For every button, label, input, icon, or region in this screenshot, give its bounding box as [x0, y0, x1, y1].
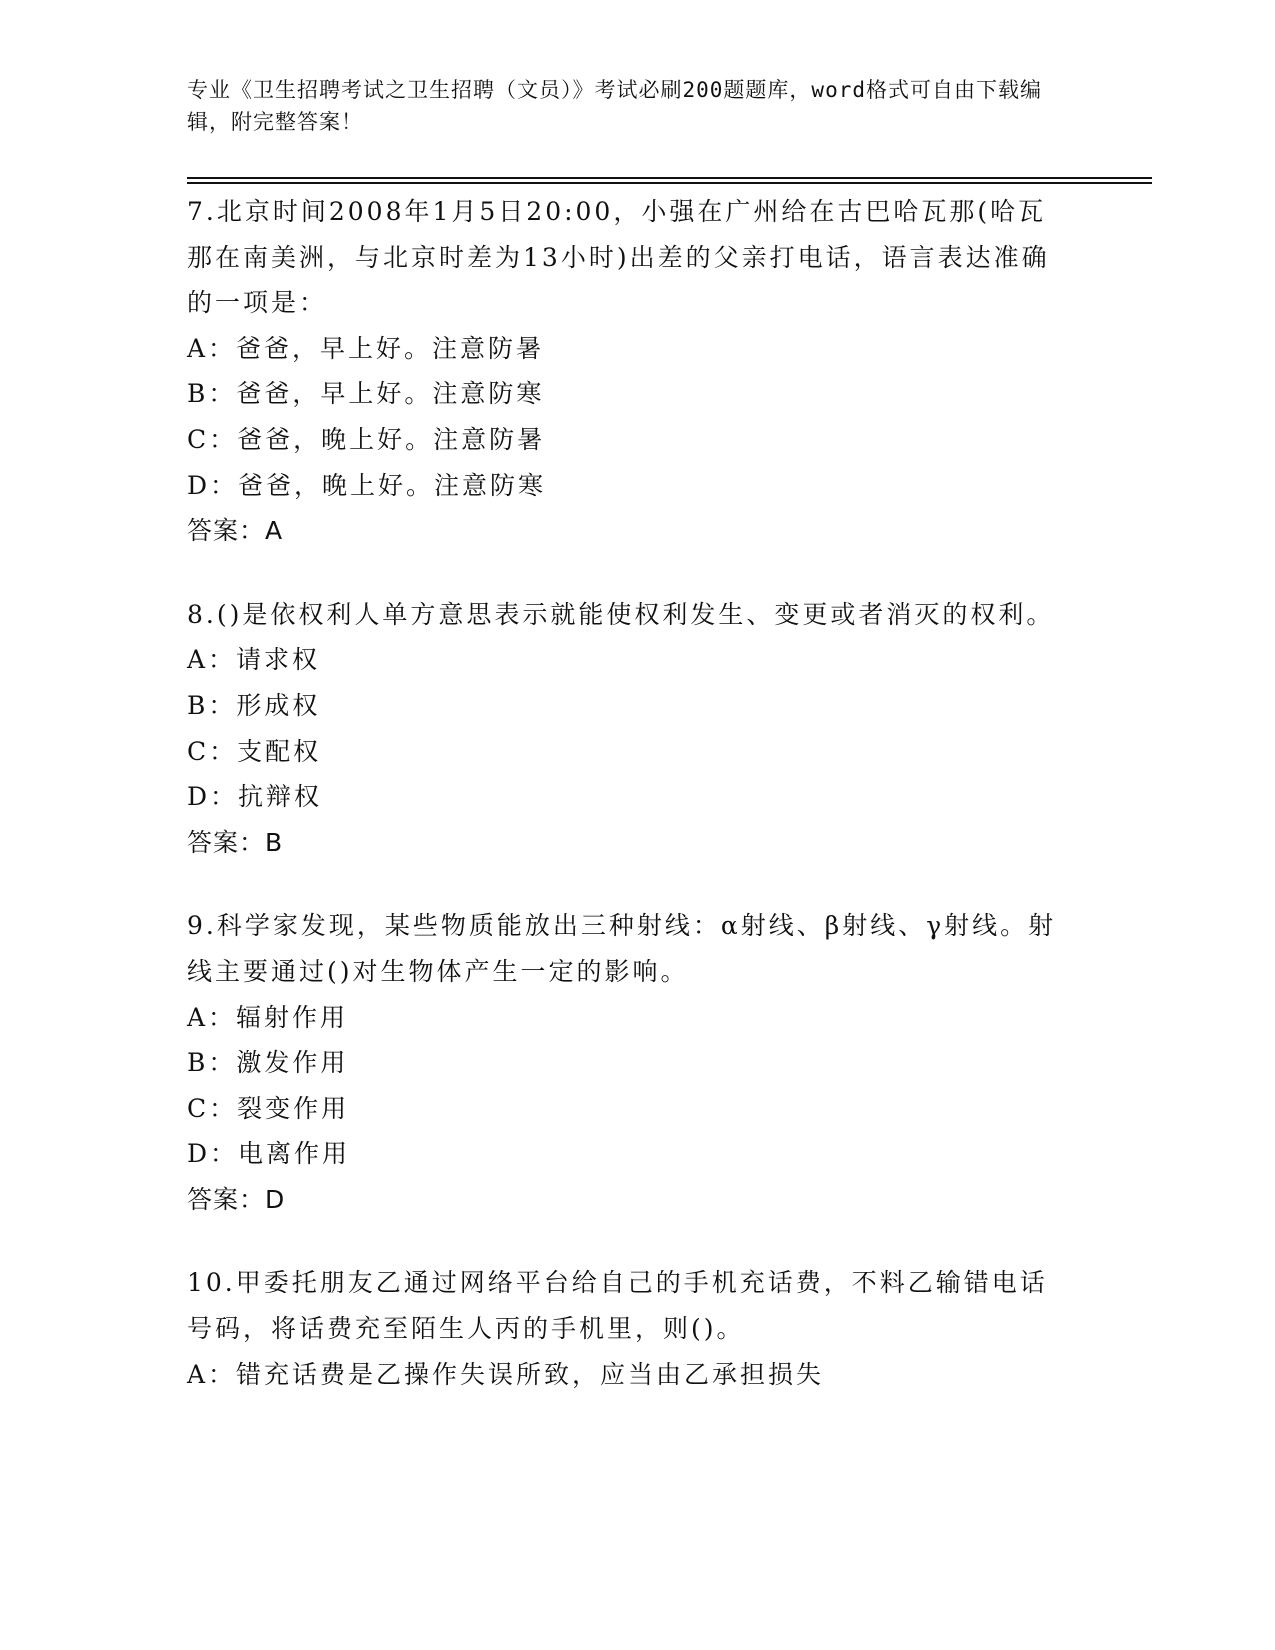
question-stem: 8.()是依权利人单方意思表示就能使权利发生、变更或者消灭的权利。	[187, 599, 1055, 629]
option-b: B：激发作用	[187, 1048, 349, 1078]
answer-label: 答案：	[187, 516, 266, 546]
option-a: A：错充话费是乙操作失误所致，应当由乙承担损失	[187, 1359, 825, 1389]
option-a: A：爸爸，早上好。注意防暑	[187, 333, 545, 363]
question-stem: 7.北京时间2008年1月5日20:00，小强在广州给在古巴哈瓦那(哈瓦那在南美洲，与北京时差为13小时)出差的父亲打电话，语言表达准确的一项是：	[187, 197, 1050, 318]
header-divider-bottom	[187, 182, 1152, 184]
option-d: D：爸爸，晚上好。注意防寒	[187, 470, 547, 500]
question-9	[187, 903, 1087, 1222]
option-c: C：裂变作用	[187, 1093, 350, 1123]
option-c: C：爸爸，晚上好。注意防暑	[187, 424, 546, 454]
option-a: A：请求权	[187, 645, 321, 675]
answer-line	[187, 508, 1087, 554]
option-b: B：形成权	[187, 690, 321, 720]
question-stem: 9.科学家发现，某些物质能放出三种射线：α射线、β射线、γ射线。射线主要通过()对生物体产生一定的影响。	[187, 911, 1057, 986]
option-d: D：抗辩权	[187, 782, 323, 812]
question-8	[187, 592, 1087, 866]
question-7	[187, 189, 1087, 554]
option-c: C：支配权	[187, 736, 322, 766]
question-list	[187, 189, 1087, 1435]
answer-value: A	[265, 516, 284, 546]
document-header	[187, 74, 1067, 138]
answer-value: D	[265, 1184, 286, 1214]
option-d: D：电离作用	[187, 1139, 351, 1169]
header-text: 专业《卫生招聘考试之卫生招聘（文员）》考试必刷200题题库，word格式可自由下载编辑，附完整答案！	[187, 78, 1042, 134]
answer-value: B	[265, 827, 284, 857]
answer-label: 答案：	[187, 1184, 266, 1214]
option-b: B：爸爸，早上好。注意防寒	[187, 379, 545, 409]
answer-line	[187, 1177, 1087, 1223]
option-a: A：辐射作用	[187, 1002, 349, 1032]
header-divider-top	[187, 177, 1152, 179]
question-10	[187, 1260, 1087, 1397]
answer-label: 答案：	[187, 827, 266, 857]
answer-line	[187, 820, 1087, 866]
question-stem: 10.甲委托朋友乙通过网络平台给自己的手机充话费，不料乙输错电话号码，将话费充至陌生人丙的手机里，则()。	[187, 1268, 1048, 1344]
